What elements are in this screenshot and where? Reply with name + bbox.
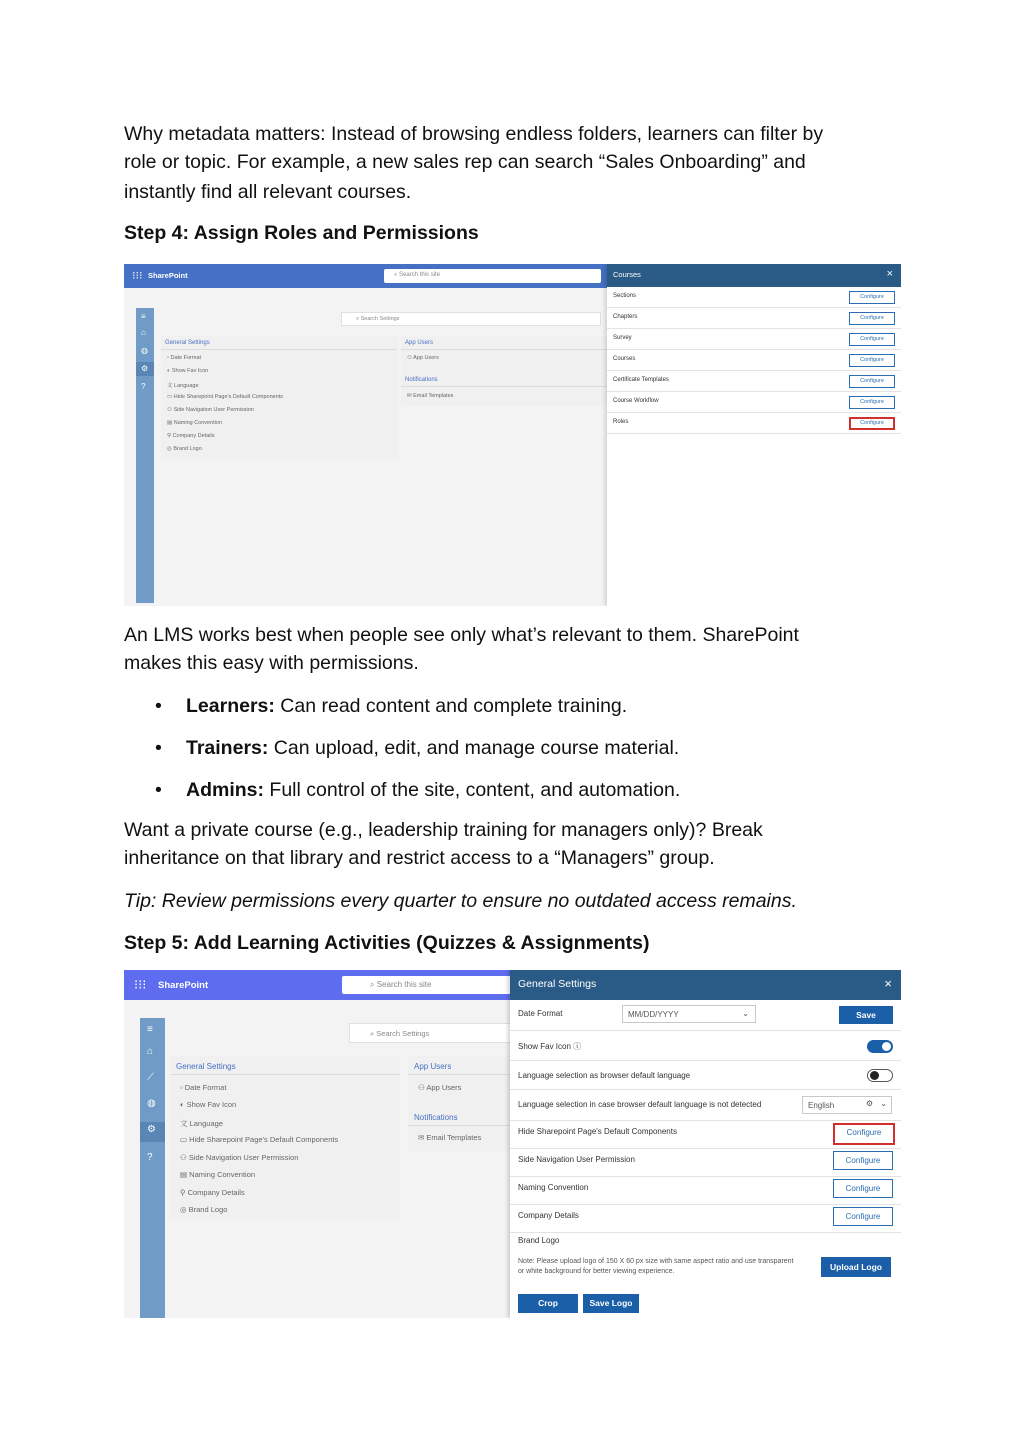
row-certificate-templates: Certificate Templates Configure (607, 371, 901, 392)
setting-language[interactable]: 文 Language (167, 383, 199, 389)
setting-company-details[interactable]: ⚲ Company Details (180, 1188, 245, 1197)
configure-course-workflow-button[interactable]: Configure (849, 396, 895, 409)
intro-line-2: role or topic. For example, a new sales rep can search “Sales Onboarding” and (124, 151, 806, 173)
help-icon[interactable]: ? (141, 382, 146, 391)
app-users-link[interactable]: ⚇ App Users (418, 1083, 462, 1092)
save-button[interactable]: Save (839, 1006, 893, 1024)
brand-logo-label: Brand Logo (518, 1236, 560, 1245)
panel-title: General Settings (518, 978, 597, 990)
configure-naming-button[interactable]: Configure (833, 1179, 893, 1198)
fallback-language-select[interactable]: English ⚙ ⌄ (802, 1096, 892, 1114)
app-users-card (401, 336, 607, 406)
setting-naming-convention[interactable]: ▤ Naming Convention (180, 1170, 256, 1179)
chevron-down-icon: ⌄ (880, 1099, 887, 1108)
home-icon[interactable]: ⌂ (147, 1046, 154, 1057)
search-icon: ⌕ (394, 272, 400, 278)
setting-brand-logo[interactable]: ◎ Brand Logo (167, 446, 202, 452)
help-icon[interactable]: ? (147, 1152, 153, 1163)
search-icon: ⌕ (370, 1029, 377, 1038)
setting-show-fav-icon[interactable]: ◐ Show Fav Icon (167, 368, 209, 374)
setting-hide-components[interactable]: ▭ Hide Sharepoint Page's Default Components (180, 1135, 339, 1144)
upload-logo-button[interactable]: Upload Logo (821, 1257, 891, 1277)
date-format-select[interactable]: MM/DD/YYYY ⌄ (622, 1005, 756, 1023)
search-icon: ⌕ (356, 316, 361, 322)
save-logo-button[interactable]: Save Logo (583, 1294, 639, 1313)
notifications-heading: Notifications (405, 377, 438, 383)
show-fav-icon-label: Show Fav Icon ⓘ (518, 1042, 582, 1051)
step4-heading: Step 4: Assign Roles and Permissions (124, 222, 479, 244)
general-settings-card (170, 1056, 400, 1220)
gear-icon[interactable]: ⚙ (141, 364, 149, 373)
app-name: SharePoint (158, 980, 209, 991)
setting-date-format[interactable]: ▫ Date Format (180, 1083, 227, 1092)
private-course-line-2: inheritance on that library and restrict access to a “Managers” group. (124, 847, 715, 869)
general-settings-panel (510, 970, 901, 1318)
row-naming-convention: Naming Convention Configure (510, 1177, 901, 1205)
app-users-heading: App Users (414, 1062, 452, 1071)
chat-icon[interactable]: ◍ (147, 1098, 156, 1109)
setting-brand-logo[interactable]: ◎ Brand Logo (180, 1205, 228, 1214)
app-launcher-icon[interactable]: ⁝⁝⁝ (132, 270, 143, 282)
left-nav-rail (136, 308, 154, 603)
setting-side-nav-permission[interactable]: ⚇ Side Navigation User Permission (180, 1153, 299, 1162)
panel-title: Courses (613, 270, 641, 279)
configure-chapters-button[interactable]: Configure (849, 312, 895, 325)
menu-icon[interactable]: ≡ (141, 312, 146, 321)
chevron-down-icon: ⌄ (742, 1009, 749, 1018)
gear-icon[interactable]: ⚙ (147, 1124, 156, 1135)
row-show-fav-icon (510, 1031, 901, 1061)
row-side-nav-permission: Side Navigation User Permission Configure (510, 1149, 901, 1177)
step5-heading: Step 5: Add Learning Activities (Quizzes & Assignments) (124, 932, 650, 954)
setting-naming-convention[interactable]: ▤ Naming Convention (167, 420, 223, 426)
app-users-link[interactable]: ⚇ App Users (407, 355, 439, 361)
configure-roles-button[interactable]: Configure (849, 417, 895, 430)
screenshot-general-settings-panel (124, 970, 901, 1318)
setting-company-details[interactable]: ⚲ Company Details (167, 433, 215, 439)
intro-line-1: Why metadata matters: Instead of browsing endless folders, learners can filter by (124, 123, 824, 145)
setting-date-format[interactable]: ▫ Date Format (167, 355, 202, 361)
email-templates-link[interactable]: ✉ Email Templates (418, 1133, 482, 1142)
app-launcher-icon[interactable]: ⁝⁝⁝ (134, 977, 147, 992)
role-label-learners: Learners: (186, 695, 275, 717)
general-settings-heading: General Settings (165, 340, 210, 346)
screenshot-courses-panel (124, 264, 901, 606)
configure-courses-button[interactable]: Configure (849, 354, 895, 367)
private-course-line-1: Want a private course (e.g., leadership training for managers only)? Break (124, 819, 763, 841)
close-icon[interactable]: × (886, 268, 893, 280)
settings-search-input[interactable]: ⌕ Search Settings (341, 312, 601, 326)
general-settings-heading: General Settings (176, 1062, 236, 1071)
configure-hide-components-button[interactable]: Configure (833, 1123, 895, 1145)
show-fav-icon-toggle[interactable] (867, 1040, 893, 1053)
email-templates-link[interactable]: ✉ Email Templates (407, 393, 454, 399)
configure-company-button[interactable]: Configure (833, 1207, 893, 1226)
tip-text: Tip: Review permissions every quarter to ensure no outdated access remains. (124, 890, 797, 912)
browser-language-label: Language selection as browser default language (518, 1071, 691, 1080)
general-settings-card (161, 336, 397, 459)
chat-icon[interactable]: ◍ (141, 346, 148, 355)
configure-side-nav-button[interactable]: Configure (833, 1151, 893, 1170)
site-search-input[interactable]: ⌕ Search this site (342, 976, 512, 994)
row-fallback-language (510, 1090, 901, 1121)
private-course-paragraph (124, 816, 904, 872)
row-survey: Survey Configure (607, 329, 901, 350)
permissions-line-2: makes this easy with permissions. (124, 652, 419, 674)
settings-search-input[interactable]: ⌕ Search Settings (349, 1023, 514, 1043)
search-icon: ⌕ (370, 980, 377, 989)
row-chapters: Chapters Configure (607, 308, 901, 329)
chart-icon[interactable]: ⟋ (147, 1072, 154, 1083)
date-format-label: Date Format (518, 1009, 563, 1018)
row-hide-components: Hide Sharepoint Page's Default Components Configure (510, 1121, 901, 1149)
row-courses: Courses Configure (607, 350, 901, 371)
general-settings-panel-header (510, 970, 901, 1000)
row-browser-language (510, 1061, 901, 1090)
app-users-card (408, 1056, 510, 1152)
left-nav-rail (140, 1018, 165, 1318)
app-users-heading: App Users (405, 340, 434, 346)
app-name: SharePoint (148, 271, 188, 280)
permissions-paragraph (124, 621, 904, 677)
close-icon[interactable]: × (884, 976, 892, 991)
configure-certificate-templates-button[interactable]: Configure (849, 375, 895, 388)
browser-language-toggle[interactable] (867, 1069, 893, 1082)
menu-icon[interactable]: ≡ (147, 1024, 153, 1035)
fallback-language-label: Language selection in case browser default language is not detected (518, 1100, 762, 1109)
configure-survey-button[interactable]: Configure (849, 333, 895, 346)
row-company-details: Company Details Configure (510, 1205, 901, 1233)
row-sections: Sections Configure (607, 287, 901, 308)
site-search-input[interactable]: ⌕ Search this site (384, 269, 601, 283)
row-date-format (510, 1000, 901, 1031)
crop-button[interactable]: Crop (518, 1294, 578, 1313)
role-label-admins: Admins: (186, 779, 264, 801)
notifications-heading: Notifications (414, 1113, 458, 1122)
permissions-line-1: An LMS works best when people see only what’s relevant to them. SharePoint (124, 624, 799, 646)
role-label-trainers: Trainers: (186, 737, 269, 759)
row-roles: Roles Configure (607, 413, 901, 434)
setting-side-nav-permission[interactable]: ⚇ Side Navigation User Permission (167, 407, 254, 413)
intro-paragraph (124, 120, 904, 206)
globe-icon: ⚙ (865, 1099, 873, 1108)
intro-line-3: instantly find all relevant courses. (124, 181, 412, 203)
courses-panel (607, 264, 901, 606)
setting-language[interactable]: 文 Language (180, 1119, 223, 1128)
row-course-workflow: Course Workflow Configure (607, 392, 901, 413)
configure-sections-button[interactable]: Configure (849, 291, 895, 304)
setting-show-fav-icon[interactable]: ◐ Show Fav Icon (180, 1100, 237, 1109)
home-icon[interactable]: ⌂ (141, 328, 146, 337)
brand-logo-note: Note: Please upload logo of 150 X 60 px size with same aspect ratio and use transparent or white background for better viewing experience. (518, 1258, 794, 1275)
courses-panel-header (607, 264, 901, 287)
setting-hide-components[interactable]: ▭ Hide Sharepoint Page's Default Components (167, 394, 284, 400)
